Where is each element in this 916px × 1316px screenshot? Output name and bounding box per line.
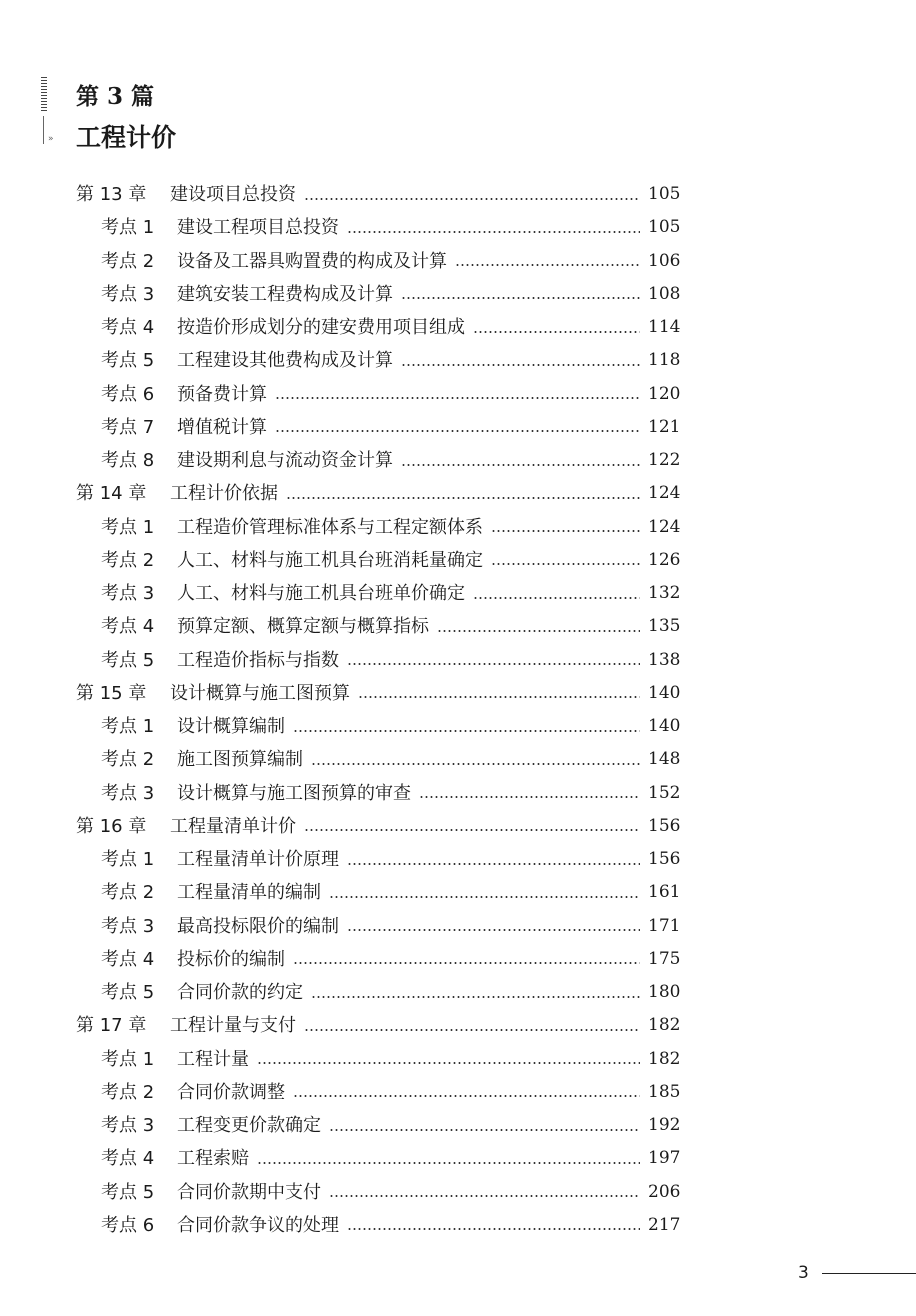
item-title: 人工、材料与施工机具台班单价确定: [177, 583, 465, 604]
dot-leader: [293, 962, 640, 964]
page-reference: 148: [648, 749, 681, 770]
toc-item-row[interactable]: [101, 577, 681, 610]
item-title: 合同价款的约定: [177, 982, 303, 1003]
item-number: 考点 5: [101, 982, 155, 1003]
toc-item-row[interactable]: [101, 777, 681, 810]
item-title: 预算定额、概算定额与概算指标: [177, 616, 429, 638]
toc-item-row[interactable]: [101, 1076, 681, 1109]
toc-chapter-row[interactable]: [76, 677, 681, 710]
page-reference: 126: [648, 549, 681, 570]
item-title: 合同价款期中支付: [177, 1181, 321, 1203]
page-reference: 138: [648, 649, 681, 670]
dot-leader: [347, 1228, 640, 1230]
item-number: 考点 3: [101, 782, 155, 804]
item-title: 投标价的编制: [177, 948, 285, 970]
page-reference: 120: [648, 383, 681, 404]
toc-item-row[interactable]: [101, 278, 681, 311]
item-number: 考点 3: [101, 915, 155, 937]
toc-item-row[interactable]: [101, 511, 681, 544]
chapter-number: 第 13 章: [76, 184, 147, 205]
toc-chapter-row[interactable]: [76, 477, 681, 510]
dot-leader: [401, 297, 640, 299]
toc-chapter-row[interactable]: [76, 178, 681, 211]
toc-item-row[interactable]: [101, 710, 681, 743]
page-reference: 156: [648, 849, 681, 869]
item-title: 合同价款争议的处理: [177, 1214, 339, 1236]
item-number: 考点 1: [101, 516, 155, 538]
chapter-title: 工程量清单计价: [170, 815, 296, 837]
page-reference: 140: [648, 716, 681, 736]
toc-item-row[interactable]: [101, 910, 681, 943]
dot-leader: [347, 929, 640, 931]
page-reference: 105: [648, 217, 681, 238]
page-reference: 182: [648, 1015, 681, 1036]
page-reference: 106: [648, 250, 681, 271]
item-title: 工程变更价款确定: [177, 1115, 321, 1136]
page-reference: 121: [648, 416, 681, 437]
dot-leader: [304, 1029, 640, 1031]
item-number: 考点 2: [101, 549, 155, 571]
dot-leader: [347, 231, 640, 233]
part-label: 第 3 篇: [76, 83, 155, 110]
item-number: 考点 6: [101, 1214, 155, 1236]
page-reference: 135: [648, 616, 681, 637]
page-reference: 175: [648, 948, 681, 969]
page-reference: 124: [648, 483, 681, 504]
item-number: 考点 1: [101, 849, 155, 870]
page-reference: 122: [648, 450, 681, 470]
item-number: 考点 1: [101, 217, 155, 239]
dot-leader: [358, 696, 640, 698]
item-number: 考点 2: [101, 250, 155, 272]
chapter-title: 工程计量与支付: [170, 1015, 296, 1037]
item-number: 考点 3: [101, 583, 155, 604]
dot-leader: [275, 397, 640, 399]
dot-leader: [311, 763, 640, 765]
item-number: 考点 4: [101, 317, 155, 338]
item-title: 最高投标限价的编制: [177, 915, 339, 937]
toc-item-row[interactable]: [101, 976, 681, 1009]
page-number: 3: [798, 1263, 809, 1283]
toc-item-row[interactable]: [101, 344, 681, 377]
item-number: 考点 2: [101, 749, 155, 771]
item-number: 考点 2: [101, 882, 155, 904]
item-title: 工程索赔: [177, 1148, 249, 1170]
dot-leader: [329, 1195, 640, 1197]
toc-item-row[interactable]: [101, 444, 681, 477]
chapter-title: 设计概算与施工图预算: [170, 682, 350, 704]
page-reference: 185: [648, 1081, 681, 1102]
item-number: 考点 4: [101, 1148, 155, 1170]
dot-leader: [419, 796, 640, 798]
page-reference: 206: [648, 1181, 681, 1202]
dot-leader: [491, 563, 640, 565]
page-reference: 114: [648, 317, 681, 337]
toc-item-row[interactable]: [101, 644, 681, 677]
page-reference: 108: [648, 283, 681, 304]
part-title: 工程计价: [76, 123, 177, 152]
item-title: 按造价形成划分的建安费用项目组成: [177, 317, 465, 338]
item-title: 施工图预算编制: [177, 749, 303, 771]
dot-leader: [304, 198, 640, 200]
item-title: 工程建设其他费构成及计算: [177, 350, 393, 372]
dot-leader: [473, 331, 640, 333]
page-reference: 180: [648, 982, 681, 1002]
chapter-number: 第 16 章: [76, 815, 147, 837]
toc-item-row[interactable]: [101, 1209, 681, 1242]
item-number: 考点 1: [101, 1048, 155, 1070]
item-number: 考点 3: [101, 1115, 155, 1136]
toc-item-row[interactable]: [101, 743, 681, 776]
item-title: 设计概算编制: [177, 716, 285, 737]
dot-leader: [257, 1062, 640, 1064]
item-title: 工程量清单计价原理: [177, 849, 339, 870]
dot-leader: [347, 863, 640, 865]
page-reference: 105: [648, 184, 681, 204]
page-reference: 217: [648, 1214, 681, 1235]
item-title: 预备费计算: [177, 383, 267, 405]
toc-item-row[interactable]: [101, 843, 681, 876]
dot-leader: [329, 896, 640, 898]
item-number: 考点 1: [101, 716, 155, 737]
item-number: 考点 2: [101, 1081, 155, 1103]
item-title: 工程量清单的编制: [177, 882, 321, 904]
item-number: 考点 4: [101, 948, 155, 970]
item-title: 工程计量: [177, 1048, 249, 1070]
page-reference: 132: [648, 583, 681, 603]
item-title: 建设期利息与流动资金计算: [177, 450, 393, 471]
toc-chapter-row[interactable]: [76, 1009, 681, 1042]
chapter-number: 第 17 章: [76, 1015, 147, 1037]
page-reference: 140: [648, 682, 681, 703]
item-number: 考点 7: [101, 416, 155, 438]
dot-leader: [275, 430, 640, 432]
item-title: 工程造价管理标准体系与工程定额体系: [177, 516, 483, 538]
dot-leader: [286, 497, 640, 499]
dot-leader: [257, 1162, 640, 1164]
item-title: 设备及工器具购置费的构成及计算: [177, 250, 447, 272]
dot-leader: [455, 264, 640, 266]
item-number: 考点 5: [101, 1181, 155, 1203]
page-reference: 152: [648, 782, 681, 803]
item-title: 增值税计算: [177, 416, 267, 438]
page-reference: 161: [648, 882, 681, 903]
page-reference: 197: [648, 1148, 681, 1169]
page-reference: 156: [648, 815, 681, 836]
page-reference: 171: [648, 915, 681, 936]
dot-leader: [347, 663, 640, 665]
toc-item-row[interactable]: [101, 1109, 681, 1142]
dot-leader: [293, 1095, 640, 1097]
item-title: 建设工程项目总投资: [177, 217, 339, 239]
item-title: 设计概算与施工图预算的审查: [177, 782, 411, 804]
item-title: 人工、材料与施工机具台班消耗量确定: [177, 549, 483, 571]
chapter-number: 第 15 章: [76, 682, 147, 704]
decorative-vertical-line: [43, 116, 44, 144]
toc-item-row[interactable]: [101, 1043, 681, 1076]
dot-leader: [329, 1129, 640, 1131]
toc-item-row[interactable]: [101, 876, 681, 909]
toc-item-row[interactable]: [101, 411, 681, 444]
item-number: 考点 5: [101, 649, 155, 671]
item-number: 考点 5: [101, 350, 155, 372]
toc-item-row[interactable]: [101, 311, 681, 344]
page-reference: 124: [648, 516, 681, 537]
item-number: 考点 6: [101, 383, 155, 405]
page-number-rule: [822, 1273, 916, 1274]
toc-item-row[interactable]: [101, 1142, 681, 1175]
toc-item-row[interactable]: [101, 1176, 681, 1209]
toc-item-row[interactable]: [101, 378, 681, 411]
dot-leader: [437, 630, 640, 632]
toc-item-row[interactable]: [101, 610, 681, 643]
page-reference: 182: [648, 1048, 681, 1069]
decorative-arrow-icon: »: [48, 134, 54, 144]
toc-item-row[interactable]: [101, 544, 681, 577]
item-number: 考点 4: [101, 616, 155, 638]
toc-item-row[interactable]: [101, 211, 681, 244]
dot-leader: [311, 996, 640, 998]
dot-leader: [473, 597, 640, 599]
decorative-stripe-bars: [41, 77, 47, 113]
toc-chapter-row[interactable]: [76, 810, 681, 843]
item-number: 考点 3: [101, 283, 155, 305]
toc-item-row[interactable]: [101, 245, 681, 278]
dot-leader: [401, 364, 640, 366]
chapter-number: 第 14 章: [76, 483, 147, 505]
chapter-title: 建设项目总投资: [170, 184, 296, 205]
chapter-title: 工程计价依据: [170, 483, 278, 505]
dot-leader: [401, 464, 640, 466]
page-reference: 192: [648, 1115, 681, 1135]
dot-leader: [304, 829, 640, 831]
toc-item-row[interactable]: [101, 943, 681, 976]
dot-leader: [293, 730, 640, 732]
item-title: 合同价款调整: [177, 1081, 285, 1103]
item-number: 考点 8: [101, 450, 155, 471]
item-title: 工程造价指标与指数: [177, 649, 339, 671]
dot-leader: [491, 530, 640, 532]
page-reference: 118: [648, 350, 681, 371]
item-title: 建筑安装工程费构成及计算: [177, 283, 393, 305]
